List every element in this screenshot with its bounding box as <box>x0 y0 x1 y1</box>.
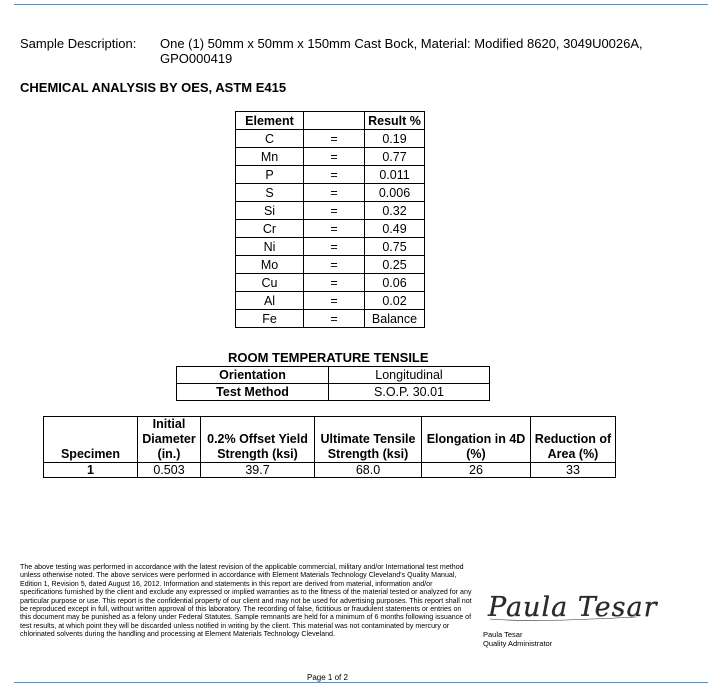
elongation-cell: 26 <box>422 463 531 478</box>
table-row <box>236 292 425 310</box>
signer-block <box>483 630 552 648</box>
specimen-header: Specimen <box>44 417 138 463</box>
equals-column-header <box>304 112 365 130</box>
equals-cell: = <box>304 184 365 202</box>
signature-scrawl: Paula Tesar <box>488 592 658 623</box>
result-cell: 0.49 <box>365 220 425 238</box>
equals-cell: = <box>304 220 365 238</box>
element-column-header: Element <box>236 112 304 130</box>
bottom-rule <box>14 682 708 683</box>
element-cell: Cu <box>236 274 304 292</box>
elongation-header: Elongation in 4D (%) <box>422 417 531 463</box>
signature-image <box>486 586 666 628</box>
top-rule <box>14 4 708 5</box>
tensile-strength-cell: 68.0 <box>315 463 422 478</box>
result-cell: 0.75 <box>365 238 425 256</box>
element-cell: Ni <box>236 238 304 256</box>
element-cell: Mn <box>236 148 304 166</box>
table-row <box>236 256 425 274</box>
element-cell: P <box>236 166 304 184</box>
test-conditions-table <box>176 366 490 401</box>
result-cell: 0.25 <box>365 256 425 274</box>
diameter-cell: 0.503 <box>138 463 201 478</box>
table-row <box>236 130 425 148</box>
disclaimer-text: The above testing was performed in accordance with the latest revision of the applicable commercial, military and/or International test method unless otherwise noted. The above services were performed in accordance with Element Materials Technology Cleveland's Quality Manual, Edition 1, Revision 5, dated August 16, 2012. Information and statements in this report are derived from material, information and/or specifications furnished by the client and exclude any expressed or implied warranties as to the fitness of the material tested or analyzed for any particular purpose or use. This report is the confidential property of our client and may not be used for advertising purposes. This report shall not be reproduced except in full, without written approval of this laboratory. The recording of false, fictitious or fraudulent statements or entries on this document may be punished as a felony under Federal Statutes. Sample remnants are held for a minimum of 6 months following issuance of test results, at which point they will be discarded unless notified in writing by the client. This material was not contaminated by mercury or chlorinated solvents during the handling and processing at Element Materials Technology Cleveland. <box>20 563 472 639</box>
element-cell: Si <box>236 202 304 220</box>
result-cell: 0.02 <box>365 292 425 310</box>
chem-table-body <box>236 130 425 328</box>
table-row <box>236 166 425 184</box>
result-cell: 0.011 <box>365 166 425 184</box>
orientation-value: Longitudinal <box>329 367 490 384</box>
diameter-header: Initial Diameter (in.) <box>138 417 201 463</box>
table-row <box>236 310 425 328</box>
yield-strength-cell: 39.7 <box>201 463 315 478</box>
signer-title: Quality Administrator <box>483 639 553 648</box>
equals-cell: = <box>304 148 365 166</box>
element-cell: C <box>236 130 304 148</box>
element-cell: Mo <box>236 256 304 274</box>
sample-description-label: Sample Description: <box>20 36 137 51</box>
equals-cell: = <box>304 166 365 184</box>
specimen-cell: 1 <box>44 463 138 478</box>
signer-name: Paula Tesar <box>483 630 523 639</box>
tensile-results-table <box>43 416 616 478</box>
sample-description-text: One (1) 50mm x 50mm x 150mm Cast Bock, Material: Modified 8620, 3049U0026A, GPO000419 <box>160 36 643 66</box>
element-cell: Fe <box>236 310 304 328</box>
equals-cell: = <box>304 238 365 256</box>
table-row <box>44 463 616 478</box>
equals-cell: = <box>304 292 365 310</box>
table-row <box>236 202 425 220</box>
test-method-row <box>177 384 490 401</box>
element-cell: Al <box>236 292 304 310</box>
equals-cell: = <box>304 256 365 274</box>
chem-header-row <box>236 112 425 130</box>
equals-cell: = <box>304 202 365 220</box>
table-row <box>236 184 425 202</box>
chemical-analysis-table <box>235 111 425 328</box>
element-cell: S <box>236 184 304 202</box>
result-cell: Balance <box>365 310 425 328</box>
result-cell: 0.06 <box>365 274 425 292</box>
equals-cell: = <box>304 310 365 328</box>
equals-cell: = <box>304 274 365 292</box>
reduction-of-area-header: Reduction of Area (%) <box>531 417 616 463</box>
tensile-heading: ROOM TEMPERATURE TENSILE <box>228 350 429 365</box>
result-cell: 0.19 <box>365 130 425 148</box>
result-cell: 0.32 <box>365 202 425 220</box>
orientation-row <box>177 367 490 384</box>
page-number: Page 1 of 2 <box>307 673 348 682</box>
table-row <box>236 274 425 292</box>
equals-cell: = <box>304 130 365 148</box>
yield-strength-header: 0.2% Offset Yield Strength (ksi) <box>201 417 315 463</box>
chemical-analysis-heading: CHEMICAL ANALYSIS BY OES, ASTM E415 <box>20 80 287 95</box>
tensile-header-row <box>44 417 616 463</box>
result-column-header: Result % <box>365 112 425 130</box>
table-row <box>236 220 425 238</box>
table-row <box>236 238 425 256</box>
test-method-value: S.O.P. 30.01 <box>329 384 490 401</box>
tensile-strength-header: Ultimate Tensile Strength (ksi) <box>315 417 422 463</box>
test-method-label: Test Method <box>177 384 329 401</box>
element-cell: Cr <box>236 220 304 238</box>
reduction-of-area-cell: 33 <box>531 463 616 478</box>
result-cell: 0.77 <box>365 148 425 166</box>
table-row <box>236 148 425 166</box>
result-cell: 0.006 <box>365 184 425 202</box>
orientation-label: Orientation <box>177 367 329 384</box>
